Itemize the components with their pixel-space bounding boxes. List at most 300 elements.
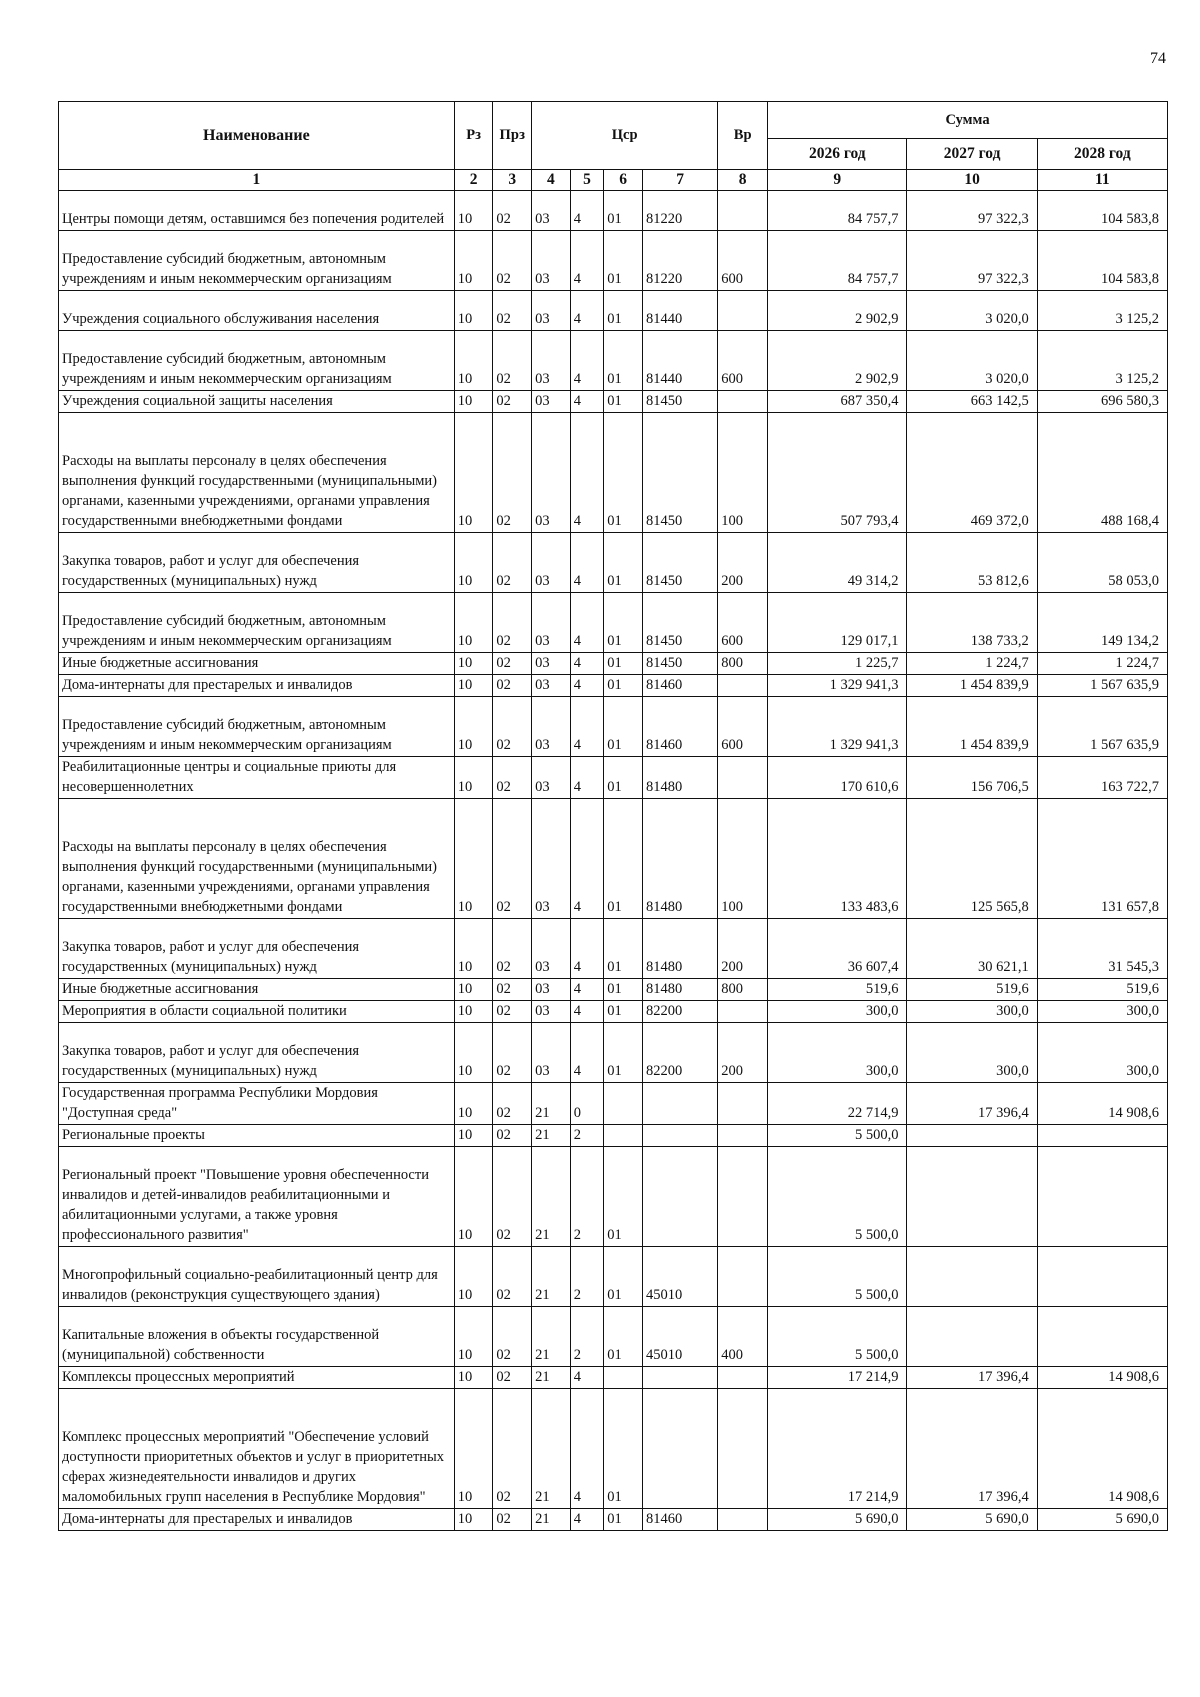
- row-csr-direction: [642, 1147, 717, 1247]
- header-year-2027: 2027 год: [907, 139, 1037, 170]
- row-name: Иные бюджетные ассигнования: [59, 979, 455, 1001]
- row-rz: 10: [454, 191, 493, 231]
- row-csr-program: 03: [532, 391, 571, 413]
- row-csr-structural: 01: [604, 191, 643, 231]
- row-amount-2026: 1 329 941,3: [768, 697, 907, 757]
- row-csr-direction: 81460: [642, 675, 717, 697]
- row-name: Мероприятия в области социальной политики: [59, 1001, 455, 1023]
- row-amount-2026: 84 757,7: [768, 231, 907, 291]
- row-prz: 02: [493, 533, 532, 593]
- row-amount-2028: 104 583,8: [1037, 191, 1167, 231]
- row-csr-direction: 81460: [642, 697, 717, 757]
- row-csr-direction: 45010: [642, 1247, 717, 1307]
- row-prz: 02: [493, 1083, 532, 1125]
- row-vr: [718, 191, 768, 231]
- row-csr-structural: 01: [604, 1307, 643, 1367]
- row-vr: 800: [718, 653, 768, 675]
- table-row: [59, 979, 1168, 1001]
- row-rz: 10: [454, 979, 493, 1001]
- row-csr-type: 2: [570, 1147, 604, 1247]
- row-amount-2028: 696 580,3: [1037, 391, 1167, 413]
- row-name: Дома-интернаты для престарелых и инвалидов: [59, 675, 455, 697]
- row-csr-type: 2: [570, 1247, 604, 1307]
- row-vr: [718, 291, 768, 331]
- column-number: 11: [1037, 170, 1167, 191]
- row-prz: 02: [493, 593, 532, 653]
- row-vr: 600: [718, 231, 768, 291]
- row-csr-direction: 81440: [642, 291, 717, 331]
- table-row: [59, 1001, 1168, 1023]
- row-name: Предоставление субсидий бюджетным, автономным учреждениям и иным некоммерческим организациям: [59, 697, 455, 757]
- row-csr-type: 4: [570, 331, 604, 391]
- row-csr-type: 4: [570, 675, 604, 697]
- row-name: Многопрофильный социально-реабилитационный центр для инвалидов (реконструкция существующего здания): [59, 1247, 455, 1307]
- row-csr-type: 4: [570, 391, 604, 413]
- row-amount-2027: 1 224,7: [907, 653, 1037, 675]
- row-rz: 10: [454, 1307, 493, 1367]
- row-csr-direction: [642, 1083, 717, 1125]
- row-rz: 10: [454, 231, 493, 291]
- table-row: [59, 1083, 1168, 1125]
- row-csr-type: 4: [570, 231, 604, 291]
- table-row: [59, 1247, 1168, 1307]
- row-csr-program: 21: [532, 1389, 571, 1509]
- row-amount-2026: 129 017,1: [768, 593, 907, 653]
- row-csr-direction: 45010: [642, 1307, 717, 1367]
- row-csr-type: 4: [570, 1367, 604, 1389]
- row-amount-2027: 156 706,5: [907, 757, 1037, 799]
- row-amount-2026: 687 350,4: [768, 391, 907, 413]
- row-vr: [718, 1001, 768, 1023]
- row-prz: 02: [493, 757, 532, 799]
- row-csr-type: 4: [570, 757, 604, 799]
- row-amount-2026: 5 500,0: [768, 1147, 907, 1247]
- row-name: Закупка товаров, работ и услуг для обеспечения государственных (муниципальных) нужд: [59, 1023, 455, 1083]
- row-csr-program: 03: [532, 1001, 571, 1023]
- row-csr-program: 21: [532, 1367, 571, 1389]
- row-csr-direction: 81450: [642, 593, 717, 653]
- row-amount-2026: 17 214,9: [768, 1367, 907, 1389]
- row-prz: 02: [493, 1001, 532, 1023]
- row-csr-structural: [604, 1367, 643, 1389]
- row-amount-2027: 125 565,8: [907, 799, 1037, 919]
- row-csr-program: 03: [532, 653, 571, 675]
- row-prz: 02: [493, 231, 532, 291]
- table-row: [59, 697, 1168, 757]
- row-csr-direction: 81220: [642, 231, 717, 291]
- row-prz: 02: [493, 1389, 532, 1509]
- row-rz: 10: [454, 675, 493, 697]
- row-csr-structural: [604, 1083, 643, 1125]
- row-amount-2027: 17 396,4: [907, 1389, 1037, 1509]
- row-name: Предоставление субсидий бюджетным, автономным учреждениям и иным некоммерческим организациям: [59, 231, 455, 291]
- row-amount-2027: 30 621,1: [907, 919, 1037, 979]
- table-row: [59, 799, 1168, 919]
- row-amount-2026: 2 902,9: [768, 291, 907, 331]
- row-vr: 600: [718, 331, 768, 391]
- column-number: 4: [532, 170, 571, 191]
- row-csr-direction: 81480: [642, 979, 717, 1001]
- row-name: Расходы на выплаты персоналу в целях обеспечения выполнения функций государственными (муниципальными) органами, казенными учреждениями, органами управления государственными внебюджетными фондами: [59, 799, 455, 919]
- row-amount-2028: 1 224,7: [1037, 653, 1167, 675]
- table-row: [59, 391, 1168, 413]
- row-csr-structural: [604, 1125, 643, 1147]
- row-vr: 600: [718, 697, 768, 757]
- column-number: 10: [907, 170, 1037, 191]
- row-name: Капитальные вложения в объекты государственной (муниципальной) собственности: [59, 1307, 455, 1367]
- row-csr-program: 21: [532, 1125, 571, 1147]
- row-amount-2028: 149 134,2: [1037, 593, 1167, 653]
- row-csr-structural: 01: [604, 1023, 643, 1083]
- row-amount-2026: 5 500,0: [768, 1307, 907, 1367]
- row-csr-program: 03: [532, 697, 571, 757]
- row-prz: 02: [493, 919, 532, 979]
- row-amount-2026: 133 483,6: [768, 799, 907, 919]
- table-body: [59, 191, 1168, 1531]
- row-csr-structural: 01: [604, 291, 643, 331]
- row-csr-program: 03: [532, 231, 571, 291]
- row-csr-type: 4: [570, 191, 604, 231]
- row-csr-direction: [642, 1367, 717, 1389]
- row-csr-program: 03: [532, 799, 571, 919]
- row-name: Предоставление субсидий бюджетным, автономным учреждениям и иным некоммерческим организациям: [59, 593, 455, 653]
- row-csr-structural: 01: [604, 533, 643, 593]
- row-amount-2028: 31 545,3: [1037, 919, 1167, 979]
- row-rz: 10: [454, 1023, 493, 1083]
- row-name: Учреждения социальной защиты населения: [59, 391, 455, 413]
- row-vr: [718, 757, 768, 799]
- row-rz: 10: [454, 1147, 493, 1247]
- row-amount-2027: [907, 1147, 1037, 1247]
- row-name: Реабилитационные центры и социальные приюты для несовершеннолетних: [59, 757, 455, 799]
- row-csr-direction: 81440: [642, 331, 717, 391]
- row-csr-type: 4: [570, 1509, 604, 1531]
- row-csr-direction: 82200: [642, 1001, 717, 1023]
- row-amount-2027: 3 020,0: [907, 291, 1037, 331]
- row-amount-2028: 1 567 635,9: [1037, 675, 1167, 697]
- row-amount-2026: 36 607,4: [768, 919, 907, 979]
- column-number: 3: [493, 170, 532, 191]
- header-sum: Сумма: [768, 102, 1168, 139]
- row-csr-program: 03: [532, 413, 571, 533]
- column-number: 9: [768, 170, 907, 191]
- row-prz: 02: [493, 653, 532, 675]
- row-prz: 02: [493, 1247, 532, 1307]
- row-amount-2027: 300,0: [907, 1001, 1037, 1023]
- row-amount-2027: 519,6: [907, 979, 1037, 1001]
- row-name: Дома-интернаты для престарелых и инвалидов: [59, 1509, 455, 1531]
- row-name: Региональные проекты: [59, 1125, 455, 1147]
- header-number-row: [59, 170, 1168, 191]
- row-amount-2026: 1 225,7: [768, 653, 907, 675]
- row-rz: 10: [454, 1247, 493, 1307]
- row-name: Закупка товаров, работ и услуг для обеспечения государственных (муниципальных) нужд: [59, 919, 455, 979]
- row-vr: [718, 1367, 768, 1389]
- row-csr-direction: 81450: [642, 533, 717, 593]
- row-csr-program: 21: [532, 1509, 571, 1531]
- row-amount-2026: 170 610,6: [768, 757, 907, 799]
- row-prz: 02: [493, 191, 532, 231]
- row-rz: 10: [454, 1367, 493, 1389]
- table-row: [59, 331, 1168, 391]
- row-vr: 100: [718, 799, 768, 919]
- table-row: [59, 1389, 1168, 1509]
- row-csr-program: 03: [532, 291, 571, 331]
- row-vr: 200: [718, 533, 768, 593]
- row-amount-2026: 84 757,7: [768, 191, 907, 231]
- row-csr-program: 03: [532, 675, 571, 697]
- row-prz: 02: [493, 1307, 532, 1367]
- row-prz: 02: [493, 1023, 532, 1083]
- row-csr-program: 03: [532, 919, 571, 979]
- row-csr-type: 4: [570, 1023, 604, 1083]
- row-csr-type: 2: [570, 1307, 604, 1367]
- row-amount-2027: [907, 1307, 1037, 1367]
- row-rz: 10: [454, 1509, 493, 1531]
- column-number: 8: [718, 170, 768, 191]
- row-csr-direction: [642, 1389, 717, 1509]
- row-vr: [718, 1389, 768, 1509]
- row-csr-type: 4: [570, 653, 604, 675]
- table-row: [59, 593, 1168, 653]
- row-name: Региональный проект "Повышение уровня обеспеченности инвалидов и детей-инвалидов реабилитационными и абилитационными услугами, а также уровня профессионального развития": [59, 1147, 455, 1247]
- row-prz: 02: [493, 291, 532, 331]
- row-amount-2027: 3 020,0: [907, 331, 1037, 391]
- row-name: Государственная программа Республики Мордовия "Доступная среда": [59, 1083, 455, 1125]
- row-rz: 10: [454, 1001, 493, 1023]
- row-amount-2026: 22 714,9: [768, 1083, 907, 1125]
- row-amount-2027: 1 454 839,9: [907, 675, 1037, 697]
- row-csr-structural: 01: [604, 231, 643, 291]
- row-csr-structural: 01: [604, 919, 643, 979]
- row-amount-2028: [1037, 1125, 1167, 1147]
- row-rz: 10: [454, 533, 493, 593]
- row-amount-2028: [1037, 1307, 1167, 1367]
- row-amount-2026: 49 314,2: [768, 533, 907, 593]
- column-number: 7: [642, 170, 717, 191]
- row-csr-program: 21: [532, 1147, 571, 1247]
- row-prz: 02: [493, 1509, 532, 1531]
- row-amount-2026: 5 500,0: [768, 1125, 907, 1147]
- row-csr-structural: 01: [604, 799, 643, 919]
- row-csr-program: 21: [532, 1083, 571, 1125]
- row-name: Закупка товаров, работ и услуг для обеспечения государственных (муниципальных) нужд: [59, 533, 455, 593]
- row-rz: 10: [454, 1083, 493, 1125]
- row-amount-2027: 53 812,6: [907, 533, 1037, 593]
- row-rz: 10: [454, 593, 493, 653]
- row-rz: 10: [454, 391, 493, 413]
- row-amount-2028: 163 722,7: [1037, 757, 1167, 799]
- row-amount-2027: 97 322,3: [907, 231, 1037, 291]
- table-row: [59, 291, 1168, 331]
- row-amount-2027: 97 322,3: [907, 191, 1037, 231]
- row-amount-2028: 131 657,8: [1037, 799, 1167, 919]
- row-prz: 02: [493, 697, 532, 757]
- row-csr-program: 21: [532, 1307, 571, 1367]
- row-name: Иные бюджетные ассигнования: [59, 653, 455, 675]
- row-csr-type: 4: [570, 291, 604, 331]
- row-amount-2027: 17 396,4: [907, 1367, 1037, 1389]
- row-csr-type: 4: [570, 979, 604, 1001]
- column-number: 6: [604, 170, 643, 191]
- row-csr-structural: 01: [604, 1389, 643, 1509]
- row-csr-direction: 81450: [642, 653, 717, 675]
- table-row: [59, 1509, 1168, 1531]
- row-csr-direction: 81450: [642, 391, 717, 413]
- row-csr-direction: 81480: [642, 799, 717, 919]
- row-csr-structural: 01: [604, 1247, 643, 1307]
- row-csr-program: 03: [532, 757, 571, 799]
- table-row: [59, 757, 1168, 799]
- table-row: [59, 653, 1168, 675]
- row-csr-structural: 01: [604, 675, 643, 697]
- row-vr: 200: [718, 919, 768, 979]
- row-prz: 02: [493, 391, 532, 413]
- row-vr: [718, 1247, 768, 1307]
- row-amount-2028: 5 690,0: [1037, 1509, 1167, 1531]
- row-csr-direction: 81220: [642, 191, 717, 231]
- table-row: [59, 191, 1168, 231]
- row-rz: 10: [454, 757, 493, 799]
- row-name: Расходы на выплаты персоналу в целях обеспечения выполнения функций государственными (муниципальными) органами, казенными учреждениями, органами управления государственными внебюджетными фондами: [59, 413, 455, 533]
- row-prz: 02: [493, 1147, 532, 1247]
- row-prz: 02: [493, 979, 532, 1001]
- row-csr-type: 4: [570, 413, 604, 533]
- row-vr: [718, 391, 768, 413]
- row-amount-2028: [1037, 1147, 1167, 1247]
- row-prz: 02: [493, 1367, 532, 1389]
- row-amount-2028: 3 125,2: [1037, 331, 1167, 391]
- budget-table: [58, 101, 1168, 1531]
- row-amount-2028: 488 168,4: [1037, 413, 1167, 533]
- table-row: [59, 919, 1168, 979]
- row-name: Комплексы процессных мероприятий: [59, 1367, 455, 1389]
- row-amount-2028: 519,6: [1037, 979, 1167, 1001]
- row-name: Предоставление субсидий бюджетным, автономным учреждениям и иным некоммерческим организациям: [59, 331, 455, 391]
- row-amount-2027: [907, 1125, 1037, 1147]
- row-amount-2027: [907, 1247, 1037, 1307]
- table-row: [59, 1367, 1168, 1389]
- row-rz: 10: [454, 1125, 493, 1147]
- row-name: Комплекс процессных мероприятий "Обеспечение условий доступности приоритетных объектов и услуг в приоритетных сферах жизнедеятельности инвалидов и других маломобильных групп населения в Республике Мордовия": [59, 1389, 455, 1509]
- row-rz: 10: [454, 1389, 493, 1509]
- row-csr-program: 03: [532, 331, 571, 391]
- row-csr-direction: 82200: [642, 1023, 717, 1083]
- row-csr-structural: 01: [604, 1509, 643, 1531]
- table-row: [59, 231, 1168, 291]
- row-name: Центры помощи детям, оставшимся без попечения родителей: [59, 191, 455, 231]
- row-csr-program: 03: [532, 593, 571, 653]
- row-csr-type: 4: [570, 1001, 604, 1023]
- row-csr-structural: 01: [604, 413, 643, 533]
- table-row: [59, 1307, 1168, 1367]
- row-prz: 02: [493, 799, 532, 919]
- row-csr-direction: 81460: [642, 1509, 717, 1531]
- row-amount-2026: 5 690,0: [768, 1509, 907, 1531]
- row-amount-2026: 519,6: [768, 979, 907, 1001]
- row-rz: 10: [454, 291, 493, 331]
- row-csr-structural: 01: [604, 1001, 643, 1023]
- row-rz: 10: [454, 331, 493, 391]
- row-csr-program: 03: [532, 979, 571, 1001]
- row-amount-2027: 663 142,5: [907, 391, 1037, 413]
- table-row: [59, 413, 1168, 533]
- row-amount-2028: 58 053,0: [1037, 533, 1167, 593]
- table-row: [59, 1023, 1168, 1083]
- row-csr-structural: 01: [604, 391, 643, 413]
- row-vr: 400: [718, 1307, 768, 1367]
- row-csr-program: 21: [532, 1247, 571, 1307]
- row-csr-type: 4: [570, 593, 604, 653]
- row-csr-direction: 81480: [642, 757, 717, 799]
- row-csr-structural: 01: [604, 979, 643, 1001]
- header-year-2028: 2028 год: [1037, 139, 1167, 170]
- table-row: [59, 533, 1168, 593]
- row-vr: [718, 1509, 768, 1531]
- row-amount-2028: 14 908,6: [1037, 1389, 1167, 1509]
- row-csr-structural: 01: [604, 1147, 643, 1247]
- row-rz: 10: [454, 653, 493, 675]
- row-name: Учреждения социального обслуживания населения: [59, 291, 455, 331]
- row-csr-type: 4: [570, 697, 604, 757]
- header-prz: Прз: [493, 102, 532, 170]
- row-amount-2026: 507 793,4: [768, 413, 907, 533]
- header-vr: Вр: [718, 102, 768, 170]
- table-row: [59, 1125, 1168, 1147]
- row-csr-type: 4: [570, 533, 604, 593]
- row-csr-program: 03: [532, 191, 571, 231]
- row-prz: 02: [493, 1125, 532, 1147]
- row-rz: 10: [454, 413, 493, 533]
- row-amount-2028: 1 567 635,9: [1037, 697, 1167, 757]
- row-vr: [718, 675, 768, 697]
- header-rz: Рз: [454, 102, 493, 170]
- row-csr-program: 03: [532, 533, 571, 593]
- table-row: [59, 1147, 1168, 1247]
- row-rz: 10: [454, 697, 493, 757]
- row-amount-2028: 104 583,8: [1037, 231, 1167, 291]
- row-amount-2028: 300,0: [1037, 1001, 1167, 1023]
- row-csr-type: 4: [570, 919, 604, 979]
- row-amount-2027: 5 690,0: [907, 1509, 1037, 1531]
- row-csr-structural: 01: [604, 331, 643, 391]
- row-csr-direction: [642, 1125, 717, 1147]
- row-csr-program: 03: [532, 1023, 571, 1083]
- row-vr: 200: [718, 1023, 768, 1083]
- row-csr-type: 0: [570, 1083, 604, 1125]
- row-csr-structural: 01: [604, 757, 643, 799]
- row-rz: 10: [454, 919, 493, 979]
- row-csr-direction: 81450: [642, 413, 717, 533]
- row-amount-2027: 17 396,4: [907, 1083, 1037, 1125]
- row-vr: 800: [718, 979, 768, 1001]
- row-csr-type: 4: [570, 799, 604, 919]
- header-name: Наименование: [59, 102, 455, 170]
- row-csr-structural: 01: [604, 653, 643, 675]
- row-prz: 02: [493, 675, 532, 697]
- row-amount-2026: 2 902,9: [768, 331, 907, 391]
- row-amount-2028: 3 125,2: [1037, 291, 1167, 331]
- row-csr-type: 4: [570, 1389, 604, 1509]
- column-number: 2: [454, 170, 493, 191]
- column-number: 1: [59, 170, 455, 191]
- row-vr: [718, 1083, 768, 1125]
- row-vr: [718, 1125, 768, 1147]
- row-amount-2027: 1 454 839,9: [907, 697, 1037, 757]
- table-row: [59, 675, 1168, 697]
- row-vr: 100: [718, 413, 768, 533]
- row-amount-2028: 14 908,6: [1037, 1367, 1167, 1389]
